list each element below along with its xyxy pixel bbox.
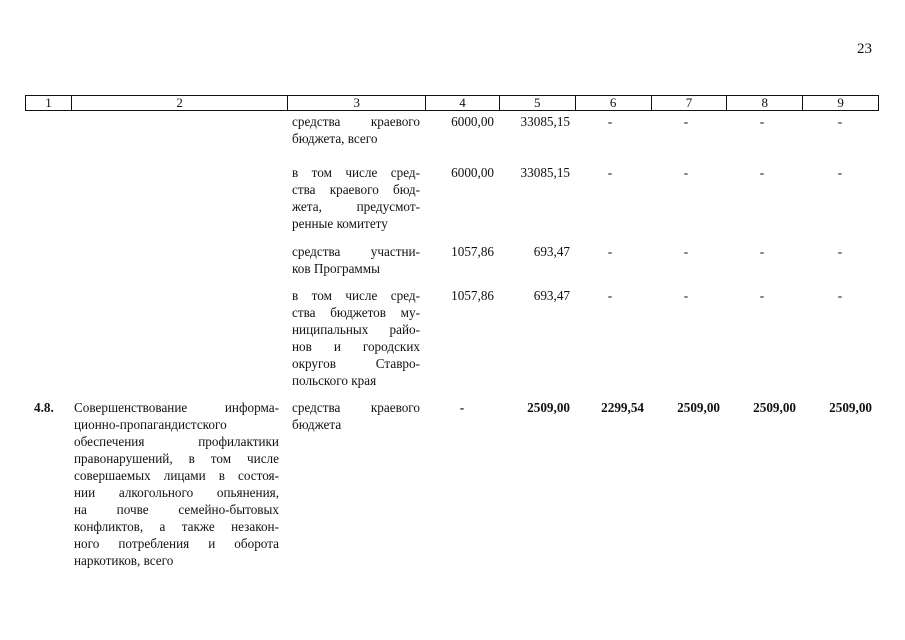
header-col-7: 7 — [652, 96, 728, 110]
text-line: ства краевого бюд- — [292, 182, 420, 197]
value-col-5: 33085,15 — [520, 165, 570, 180]
value-col-7: - — [683, 114, 689, 129]
value-col-6: - — [607, 244, 613, 259]
value-col-7: - — [683, 288, 689, 303]
text-line: ренные комитету — [292, 216, 388, 231]
text-line: на почве семейно-бытовых — [74, 502, 279, 517]
text-line: округов Ставро- — [292, 356, 420, 371]
value-col-9: 2509,00 — [829, 400, 872, 415]
text-line: нии алкогольного опьянения, — [74, 485, 279, 500]
text-line: ного потребления и оборота — [74, 536, 279, 551]
header-col-1: 1 — [26, 96, 72, 110]
value-col-4: 1057,86 — [451, 244, 494, 259]
value-col-9: - — [837, 114, 843, 129]
header-col-5: 5 — [500, 96, 576, 110]
funding-source-cell — [292, 243, 420, 277]
text-line: средства краевого — [292, 400, 420, 415]
value-col-8: - — [759, 288, 765, 303]
value-col-4: 6000,00 — [451, 114, 494, 129]
value-col-6: 2299,54 — [601, 400, 644, 415]
header-col-9: 9 — [837, 95, 844, 110]
text-line: наркотиков, всего — [74, 553, 174, 568]
item-index: 4.8. — [34, 400, 54, 415]
value-col-8: - — [759, 165, 765, 180]
value-col-8: - — [759, 114, 765, 129]
header-col-4: 4 — [426, 96, 500, 110]
value-col-7: - — [683, 244, 689, 259]
text-line: в том числе сред- — [292, 165, 420, 180]
value-col-7: 2509,00 — [677, 400, 720, 415]
header-col-3: 3 — [288, 96, 426, 110]
text-line: ционно-пропагандистского — [74, 417, 227, 432]
funding-source-cell — [292, 399, 420, 433]
header-col-6: 6 — [576, 96, 652, 110]
value-col-4: 6000,00 — [451, 165, 494, 180]
funding-source-cell — [292, 287, 420, 389]
value-col-6: - — [607, 288, 613, 303]
value-col-9: - — [837, 288, 843, 303]
text-line: конфликтов, а также незакон- — [74, 519, 279, 534]
value-col-7: - — [683, 165, 689, 180]
value-col-5: 33085,15 — [520, 114, 570, 129]
value-col-5: 693,47 — [533, 288, 570, 303]
value-col-6: - — [607, 114, 613, 129]
value-col-8: 2509,00 — [753, 400, 796, 415]
value-col-4: - — [459, 400, 465, 415]
item-name-cell — [74, 399, 279, 569]
text-line: правонарушений, в том числе — [74, 451, 279, 466]
text-line: Совершенствование информа- — [74, 400, 279, 415]
funding-source-cell — [292, 164, 420, 232]
text-line: польского края — [292, 373, 377, 388]
header-col-2: 2 — [72, 96, 288, 110]
text-line: ства бюджетов му- — [292, 305, 420, 320]
funding-source-cell — [292, 113, 420, 147]
text-line: средства участни- — [292, 244, 420, 259]
value-col-5: 693,47 — [533, 244, 570, 259]
text-line: нов и городских — [292, 339, 420, 354]
page-number: 23 — [857, 41, 872, 57]
text-line: совершаемых лицами в состоя- — [74, 468, 279, 483]
table-header-row — [25, 95, 879, 111]
value-col-6: - — [607, 165, 613, 180]
text-line: средства краевого — [292, 114, 420, 129]
text-line: в том числе сред- — [292, 288, 420, 303]
value-col-5: 2509,00 — [527, 400, 570, 415]
text-line: ниципальных райо- — [292, 322, 420, 337]
text-line: обеспечения профилактики — [74, 434, 279, 449]
value-col-8: - — [759, 244, 765, 259]
value-col-9: - — [837, 165, 843, 180]
text-line: бюджета — [292, 417, 342, 432]
text-line: бюджета, всего — [292, 131, 378, 146]
value-col-4: 1057,86 — [451, 288, 494, 303]
header-col-8: 8 — [727, 96, 803, 110]
text-line: жета, предусмот- — [292, 199, 420, 214]
value-col-9: - — [837, 244, 843, 259]
text-line: ков Программы — [292, 261, 380, 276]
